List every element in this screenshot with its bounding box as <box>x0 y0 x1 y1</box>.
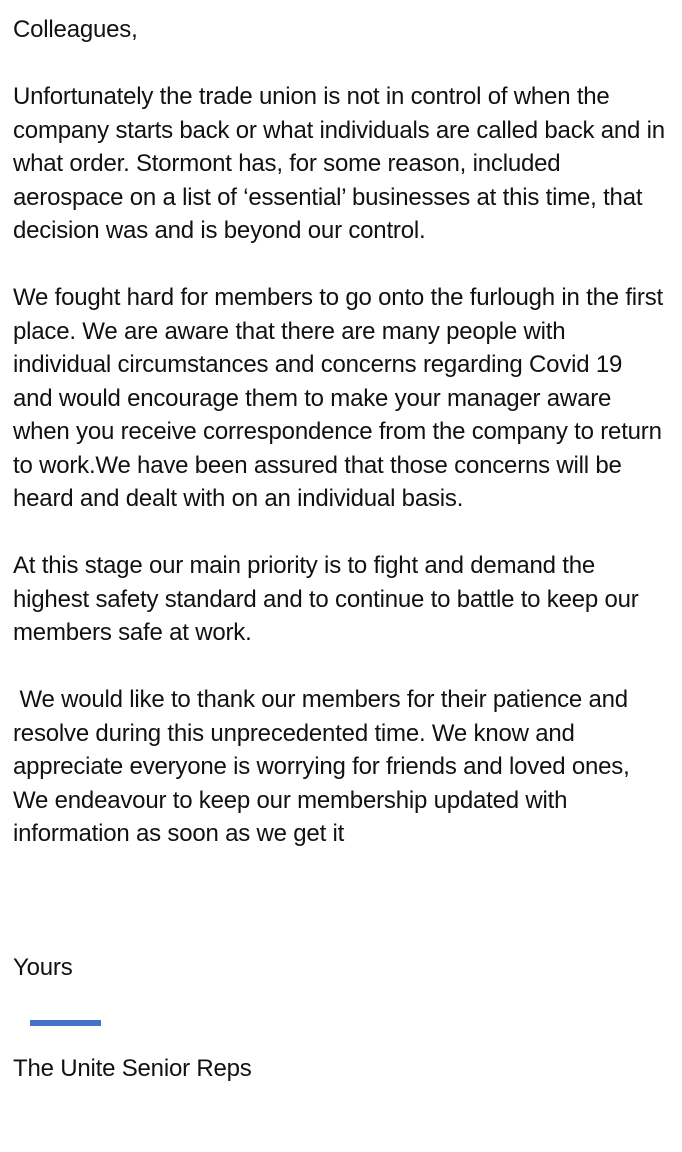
salutation: Colleagues, <box>13 16 138 43</box>
closing-yours: Yours <box>13 954 73 981</box>
paragraph-control: Unfortunately the trade union is not in control of when the company starts back or what individuals are called back and in what order. Stormont has, for some reason, included aerospace on a list of ‘essential’ businesses at this time, that decision was and is beyond our control. <box>13 83 672 244</box>
cut-off-blue-element <box>30 1020 101 1026</box>
closing-signature: The Unite Senior Reps <box>13 1054 252 1082</box>
paragraph-thanks: We would like to thank our members for their patience and resolve during this unprecedented time. We know and appreciate everyone is worrying for friends and loved ones, We endeavour to keep our membership updated with information as soon as we get it <box>13 686 637 847</box>
closing-block <box>13 884 668 1152</box>
paragraph-safety: At this stage our main priority is to fight and demand the highest safety standard and to continue to battle to keep our members safe at work. <box>13 552 646 646</box>
paragraph-furlough: We fought hard for members to go onto the furlough in the first place. We are aware that there are many people with individual circumstances and concerns regarding Covid 19 and would encourage them to make your manager aware when you receive correspondence from the company to return to work.We have been assured that those concerns will be heard and dealt with on an individual basis. <box>13 284 670 512</box>
